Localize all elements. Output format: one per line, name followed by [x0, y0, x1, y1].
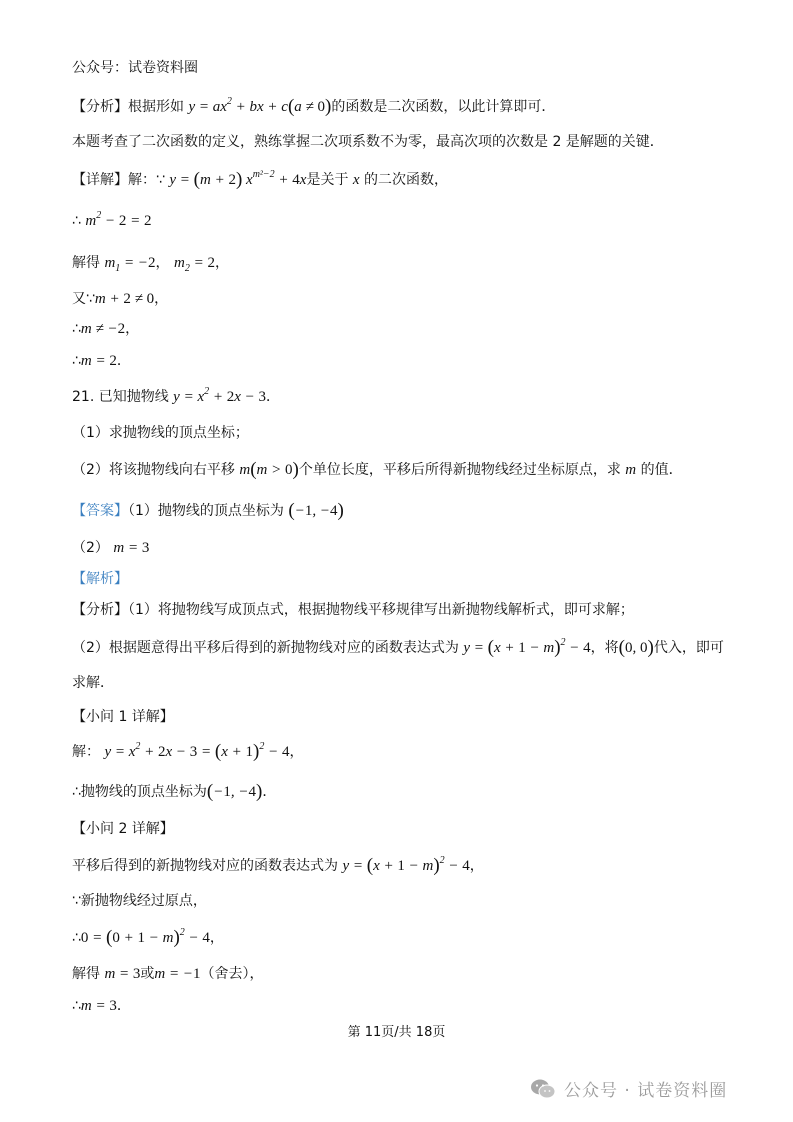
question-21: 21. 已知抛物线 $y = x^2 + 2x - 3$． [72, 386, 281, 405]
prev-step-solve: 解得 $m_1 = -2$， $m_2 = 2$， [72, 255, 229, 274]
question-21-part1: （1）求抛物线的顶点坐标； [72, 425, 249, 441]
prev-step-result: ∴m = 2． [72, 353, 131, 369]
source-header: 公众号：试卷资料圈 [72, 60, 198, 76]
page-footer: 第 11页/共 18页 [347, 1025, 446, 1040]
sub1-solve: 解： $y = x^2 + 2x - 3 = (x + 1)^2 - 4$， [72, 741, 304, 762]
explanation-tag-line [72, 568, 128, 590]
prev-detail: 【详解】解：∵ y = (m + 2) $x^{m^2-2} + 4x$是关于 x 的二次函数， [72, 169, 449, 190]
sub2-line5: ∴m = 3． [72, 998, 131, 1014]
prev-step-equation: ∴ $m^2 - 2 = 2$ [72, 210, 152, 229]
prev-review: 本题考查了二次函数的定义，熟练掌握二次项系数不为零，最高次项的次数是 2 是解题的关键． [72, 134, 664, 150]
sub2-line3: ∴0 = $(0 + 1 - m)^2 - 4$， [72, 927, 224, 948]
sub1-vertex: ∴抛物线的顶点坐标为(−1, −4)． [72, 781, 277, 802]
formula-general-quadratic: $y = ax^2$ + bx + c(a ≠ 0) [188, 96, 332, 117]
watermark: 公众号 · 试卷资料圈 [530, 1076, 727, 1101]
explanation-tag: 【解析】 [72, 571, 128, 587]
sub2-tag: 【小问 2 详解】 [72, 821, 174, 837]
explanation-analysis2: （2）根据题意得出平移后得到的新抛物线对应的函数表达式为 $y = (x + 1 - m)^2 - 4$，将(0, 0)代入，即可 [72, 637, 724, 658]
sub1-tag: 【小问 1 详解】 [72, 709, 174, 725]
sub2-line4: 解得 m = 3或m = −1（舍去）， [72, 966, 264, 982]
prev-step-neq: ∴m ≠ −2， [72, 321, 140, 337]
explanation-analysis1: 【分析】（1）将抛物线写成顶点式，根据抛物线平移规律写出新抛物线解析式，即可求解； [72, 602, 634, 618]
answer-part1: 【答案】（1）抛物线的顶点坐标为 (−1, −4) [72, 500, 344, 521]
answer-part2: （2） m = 3 [72, 540, 150, 556]
question-21-part2: （2）将该抛物线向右平移 m(m > 0)个单位长度，平移后所得新抛物线经过坐标原点，求 m 的值． [72, 459, 683, 480]
prev-analysis: 【分析】根据形如 $y = ax^2$ + bx + c(a ≠ 0)的函数是二次函数，以此计算即可． [72, 96, 556, 117]
formula-given-function: y = (m + 2) $x^{m^2-2} + 4x$ [169, 169, 307, 190]
wechat-icon [530, 1078, 556, 1100]
sub2-line2: ∵新抛物线经过原点， [72, 893, 207, 909]
prev-step-again: 又∵m + 2 ≠ 0， [72, 291, 169, 307]
explanation-analysis2-cont: 求解． [72, 675, 114, 691]
answer-tag: 【答案】 [72, 503, 128, 519]
sub2-line1: 平移后得到的新抛物线对应的函数表达式为 $y = (x + 1 - m)^2 - 4$， [72, 855, 484, 876]
